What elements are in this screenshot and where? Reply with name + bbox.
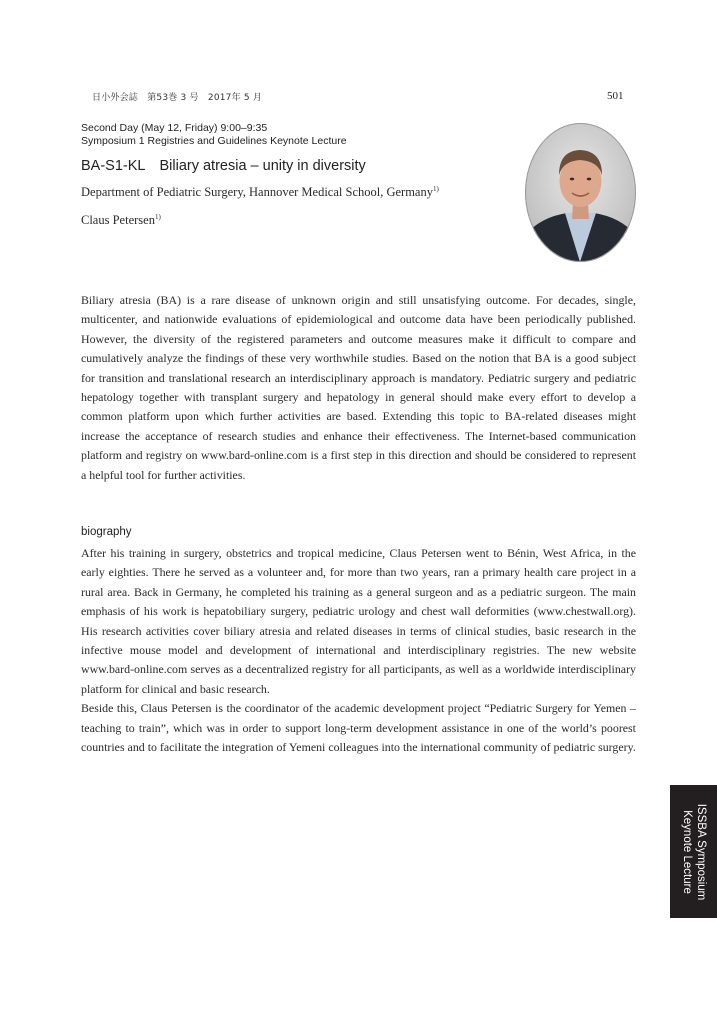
- biography-paragraph-2: Beside this, Claus Petersen is the coordinator of the academic development project “Pediatric Surgery for Yemen – teaching to train”, which was in order to support long-term development assistance in one of the world’s poorest countries and to facilitate the integration of Yemeni colleagues into the international community of pediatric surgery.: [81, 701, 636, 755]
- session-day-time: Second Day (May 12, Friday) 9:00–9:35: [81, 122, 268, 134]
- affiliation-marker: 1): [432, 184, 439, 193]
- author-portrait: [525, 123, 636, 262]
- side-tab-label: [680, 803, 708, 900]
- affiliation-text: Department of Pediatric Surgery, Hannover Medical School, Germany: [81, 185, 433, 199]
- side-tab-line-1: ISSBA Symposium: [694, 803, 707, 900]
- page-number: 501: [607, 90, 624, 102]
- biography-body: [81, 544, 636, 757]
- biography-paragraph-1: After his training in surgery, obstetrics and tropical medicine, Claus Petersen went to Bénin, West Africa, in the early eighties. There he served as a volunteer and, for more than two years, ran a primary health care project in a rural area. Back in Germany, he completed his training as a general surgeon and as a pediatric surgeon. The main emphasis of his work is hepatobiliary surgery, pediatric urology and chest wall deformities (www.chestwall.org). His research activities cover biliary atresia and related diseases in terms of clinical studies, basic research in the infective mouse model and development of international and interdisciplinary registries. The new website www.bard-online.com serves as a decentralized registry for all participants, as well as a worldwide interdisciplinary platform for clinical and basic research.: [81, 546, 636, 696]
- author-marker: 1): [154, 212, 161, 221]
- biography-heading: biography: [81, 526, 132, 538]
- abstract-body: Biliary atresia (BA) is a rare disease of unknown origin and still unsatisfying outcome. For decades, single, multicenter, and nationwide evaluations of epidemiological and outcome data have been periodically published. However, the diversity of the registered parameters and outcome measures make it difficult to compare and cumulatively analyze the findings of these very worthwhile studies. Based on the notion that BA is a good subject for transition and translational research an interdisciplinary approach is mandatory. Pediatric surgery and pediatric hepatology together with transplant surgery and hepatology in general should make every effort to develop a common platform upon which further activities are based. Extending this topic to BA-related diseases might increase the acceptance of research studies and enhance their effectiveness. The Internet-based communication platform and registry on www.bard-online.com is a first step in this direction and should be considered to represent a helpful tool for further activities.: [81, 293, 636, 482]
- affiliation: [81, 185, 439, 200]
- abstract-code: BA-S1-KL: [81, 158, 146, 174]
- section-side-tab: [670, 785, 717, 918]
- author: [81, 213, 161, 228]
- side-tab-line-2: Keynote Lecture: [680, 809, 693, 894]
- author-name: Claus Petersen: [81, 213, 155, 227]
- abstract-title: Biliary atresia – unity in diversity: [159, 158, 366, 174]
- session-symposium: Symposium 1 Registries and Guidelines Keynote Lecture: [81, 135, 347, 147]
- page-title: [81, 158, 366, 174]
- session-info: [81, 122, 347, 148]
- journal-header: 日小外会誌 第53巻 3 号 2017年 5 月: [92, 93, 263, 103]
